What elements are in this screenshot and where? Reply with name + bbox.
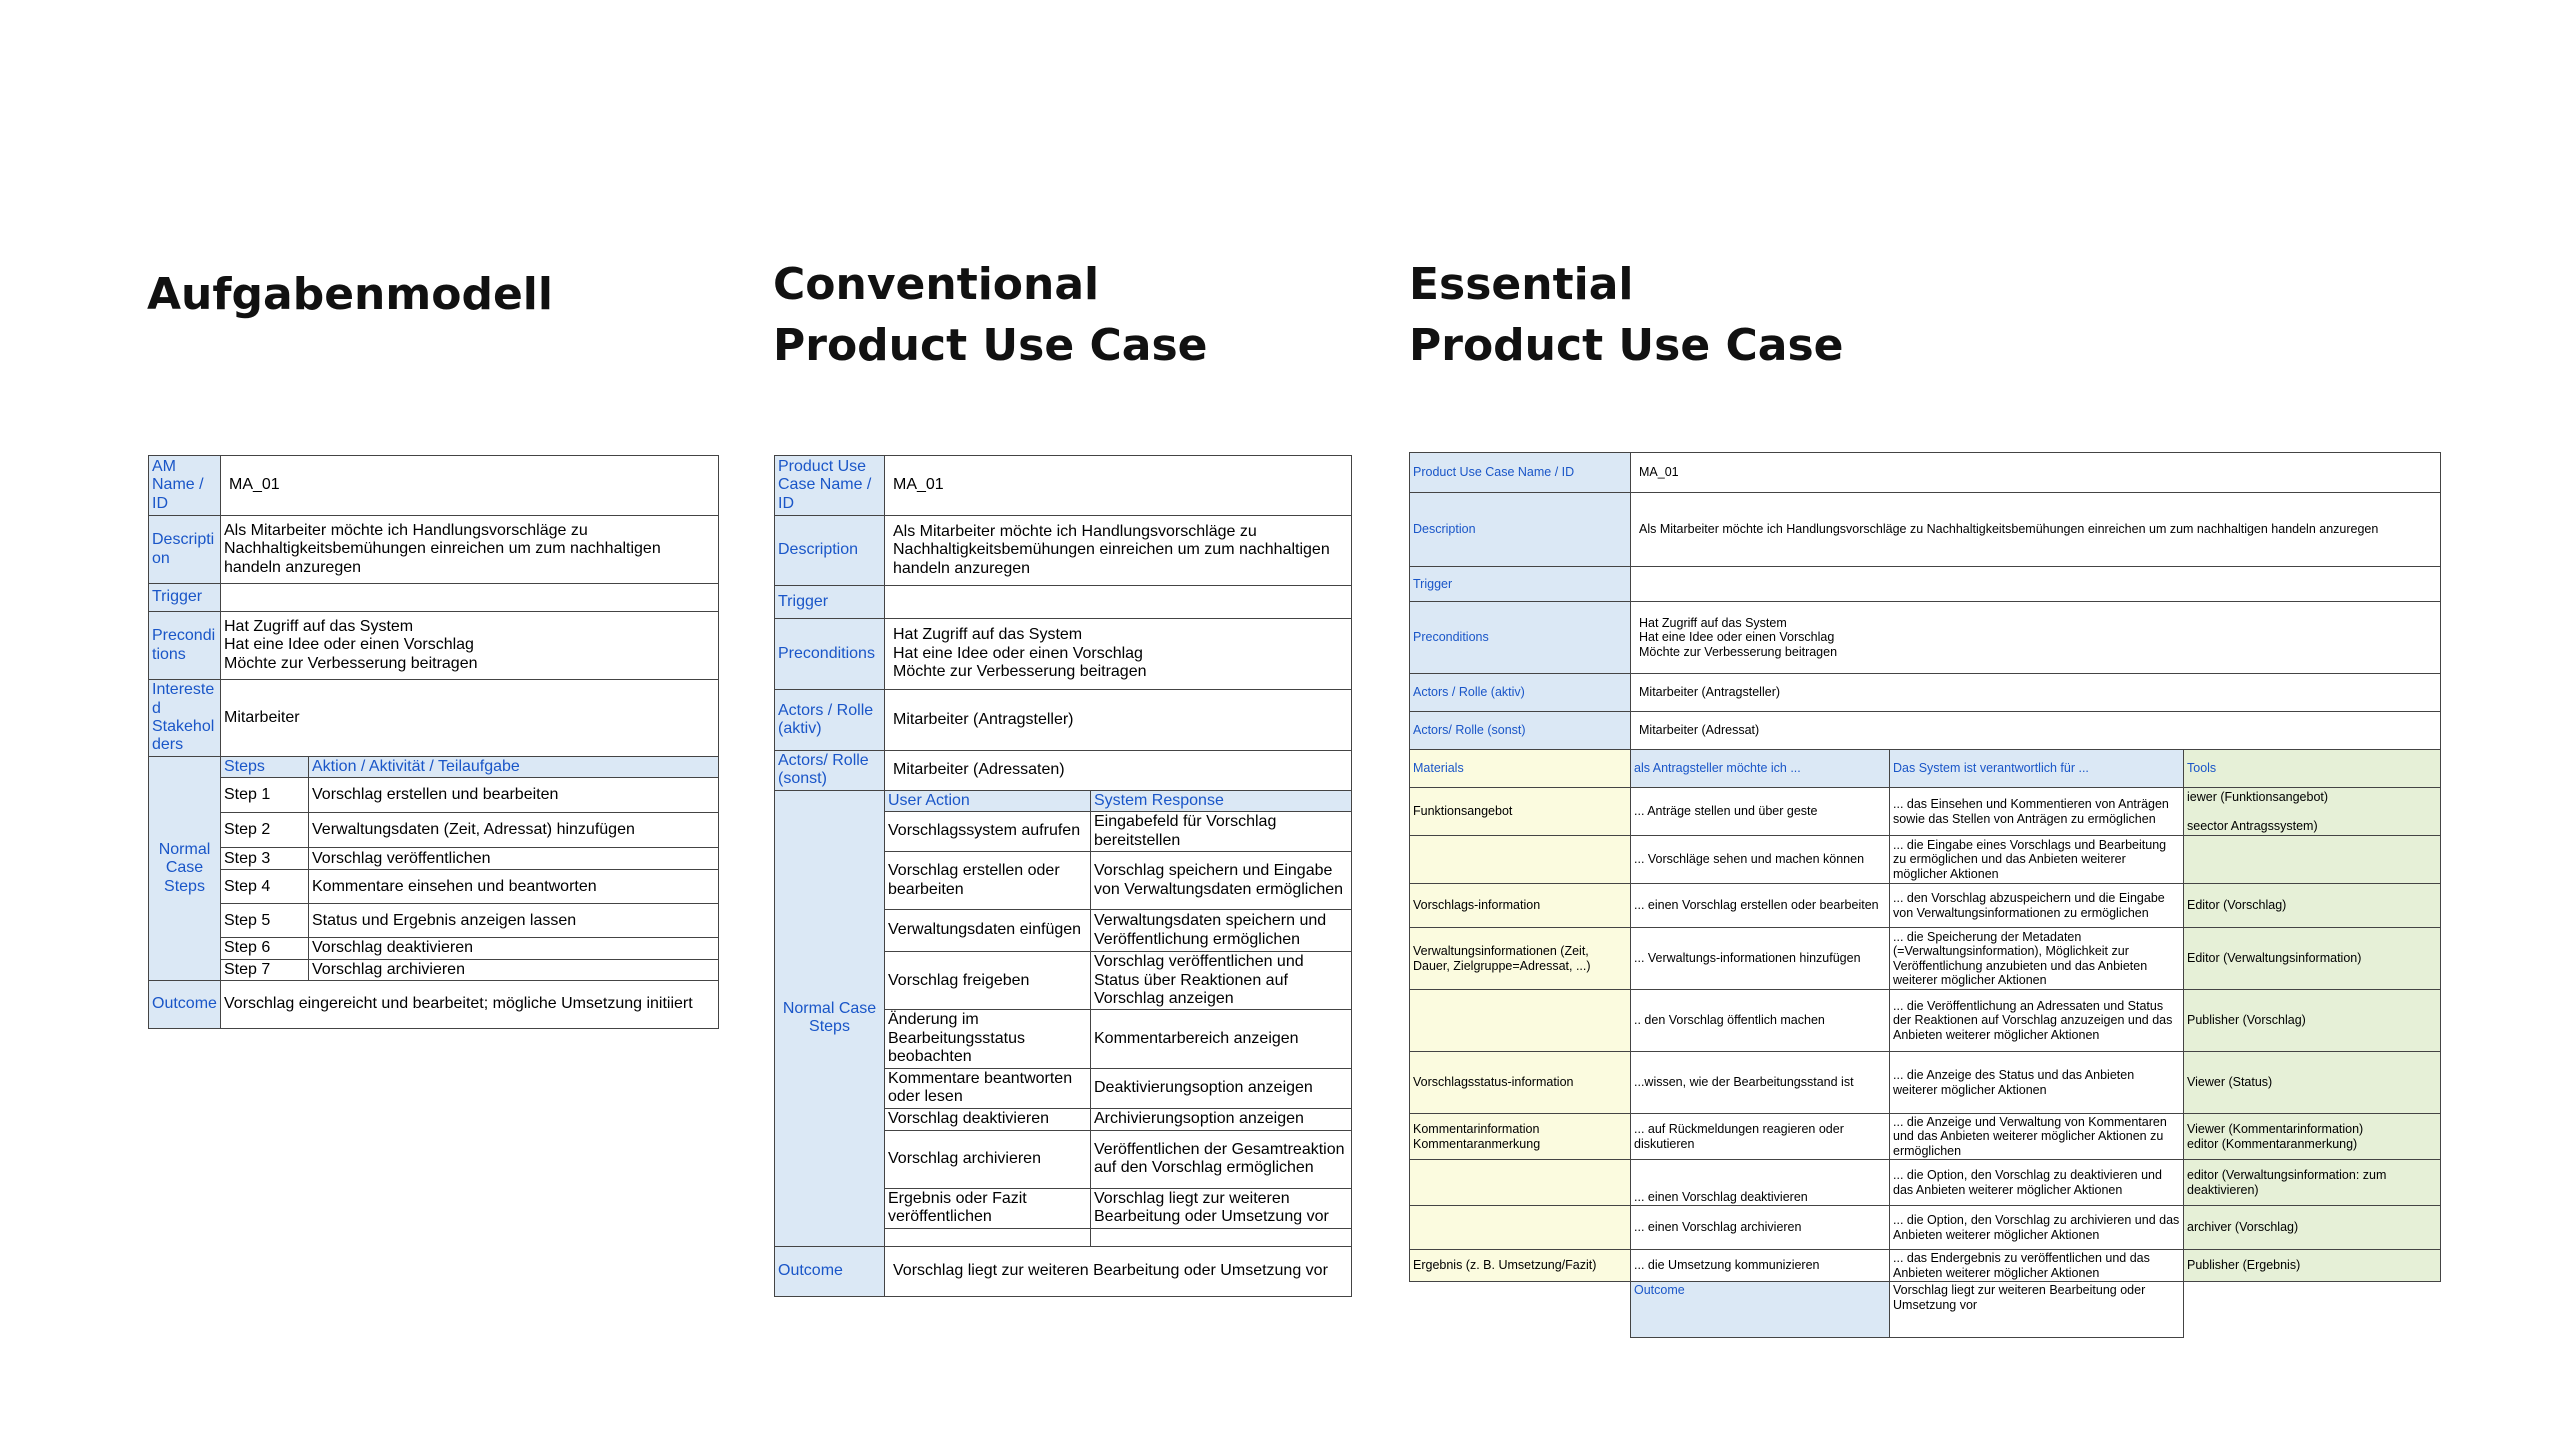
name-value: MA_01 [885, 456, 1352, 516]
steps-col-header: Steps [221, 757, 309, 778]
system-responsibility-cell: ... die Eingabe eines Vorschlags und Bearbeitung zu ermöglichen und das Anbieten weiterer möglicher Aktionen [1890, 836, 2184, 884]
material-cell [1410, 990, 1631, 1052]
actors-active-label: Actors / Rolle (aktiv) [1410, 674, 1631, 712]
heading-line: Product Use Case [773, 320, 1208, 371]
user-action: Vorschlag deaktivieren [885, 1108, 1091, 1130]
precondition-line: Hat eine Idee oder einen Vorschlag [893, 644, 1143, 662]
user-action: Kommentare beantworten oder lesen [885, 1068, 1091, 1108]
outcome-label: Outcome [1631, 1282, 1890, 1338]
preconditions-label: Preconditions [149, 612, 221, 680]
outcome-spacer [1410, 1282, 1631, 1338]
user-action: Ergebnis oder Fazit veröffentlichen [885, 1188, 1091, 1228]
preconditions-value [885, 619, 1352, 690]
heading-aufgabenmodell: Aufgabenmodell [147, 269, 553, 320]
user-intention-cell: ... einen Vorschlag deaktivieren [1631, 1160, 1890, 1206]
outcome-value: Vorschlag liegt zur weiteren Bearbeitung oder Umsetzung vor [1890, 1282, 2184, 1338]
user-intention-cell: ... die Umsetzung kommunizieren [1631, 1250, 1890, 1282]
step-number: Step 4 [221, 870, 309, 904]
system-response: Deaktivierungsoption anzeigen [1091, 1068, 1352, 1108]
system-response: Archivierungsoption anzeigen [1091, 1108, 1352, 1130]
system-responsibility-cell: ... die Speicherung der Metadaten (=Verwaltungsinformation), Möglichkeit zur Veröffentlichung anzubieten und das Anbieten weiterer möglicher Aktionen [1890, 928, 2184, 990]
heading-essential-product-use-case [1409, 254, 1844, 376]
precondition-line: Hat Zugriff auf das System [224, 617, 414, 635]
description-label: Description [149, 516, 221, 584]
precondition-line: Hat eine Idee oder einen Vorschlag [224, 636, 474, 654]
heading-line: Conventional [773, 259, 1100, 310]
outcome-label: Outcome [775, 1246, 885, 1296]
user-intention-cell: ... Anträge stellen und über geste [1631, 788, 1890, 836]
step-action: Kommentare einsehen und beantworten [309, 870, 719, 904]
heading-line: Essential [1409, 259, 1634, 310]
outcome-spacer [2184, 1282, 2441, 1338]
description-label: Description [1410, 493, 1631, 567]
material-cell: Verwaltungsinformationen (Zeit, Dauer, Zielgruppe=Adressat, ...) [1410, 928, 1631, 990]
material-cell [1410, 1206, 1631, 1250]
user-intention-cell: ...wissen, wie der Bearbeitungsstand ist [1631, 1052, 1890, 1114]
trigger-value [885, 586, 1352, 619]
material-cell: Ergebnis (z. B. Umsetzung/Fazit) [1410, 1250, 1631, 1282]
system-response: Vorschlag liegt zur weiteren Bearbeitung oder Umsetzung vor [1091, 1188, 1352, 1228]
step-number: Step 6 [221, 938, 309, 959]
system-responsibility-cell: ... die Anzeige des Status und das Anbieten weiterer möglicher Aktionen [1890, 1052, 2184, 1114]
user-action [885, 1228, 1091, 1246]
material-cell [1410, 836, 1631, 884]
description-value: Als Mitarbeiter möchte ich Handlungsvorschläge zu Nachhaltigkeitsbemühungen einreichen um zum nachhaltigen handeln anzuregen [885, 516, 1352, 586]
step-number: Step 1 [221, 778, 309, 813]
system-responsibility-cell: ... die Anzeige und Verwaltung von Kommentaren und das Anbieten weiterer möglicher Aktionen zu ermöglichen [1890, 1114, 2184, 1160]
description-value: Als Mitarbeiter möchte ich Handlungsvorschläge zu Nachhaltigkeitsbemühungen einreichen um zum nachhaltigen handeln anzuregen [221, 516, 719, 584]
materials-header: Materials [1410, 750, 1631, 788]
actors-passive-value: Mitarbeiter (Adressaten) [885, 751, 1352, 791]
user-intention-cell: ... Vorschläge sehen und machen können [1631, 836, 1890, 884]
system-responsibility-cell: ... den Vorschlag abzuspeichern und die Eingabe von Verwaltungsinformationen zu ermöglichen [1890, 884, 2184, 928]
user-intention-cell: ... Verwaltungs-informationen hinzufügen [1631, 928, 1890, 990]
step-number: Step 7 [221, 959, 309, 980]
actors-passive-label: Actors/ Rolle (sonst) [1410, 712, 1631, 750]
user-intention-header: als Antragsteller möchte ich ... [1631, 750, 1890, 788]
stakeholders-value: Mitarbeiter [221, 680, 719, 757]
actors-active-value: Mitarbeiter (Antragsteller) [885, 690, 1352, 751]
conventional-use-case-table [774, 455, 1352, 1297]
tool-cell: editor (Verwaltungsinformation: zum deaktivieren) [2184, 1160, 2441, 1206]
action-col-header: Aktion / Aktivität / Teilaufgabe [309, 757, 719, 778]
user-action: Vorschlag freigeben [885, 952, 1091, 1010]
tool-cell: Editor (Vorschlag) [2184, 884, 2441, 928]
material-cell: Vorschlagsstatus-information [1410, 1052, 1631, 1114]
actors-active-label: Actors / Rolle (aktiv) [775, 690, 885, 751]
user-action: Vorschlag archivieren [885, 1130, 1091, 1188]
user-intention-cell: ... auf Rückmeldungen reagieren oder diskutieren [1631, 1114, 1890, 1160]
precondition-line: Möchte zur Verbesserung beitragen [224, 654, 478, 672]
tool-cell: Viewer (Status) [2184, 1052, 2441, 1114]
material-cell [1410, 1160, 1631, 1206]
trigger-value [221, 584, 719, 612]
preconditions-label: Preconditions [1410, 602, 1631, 674]
system-responsibility-cell: ... die Veröffentlichung an Adressaten und Status der Reaktionen auf Vorschlag anzuzeigen und das Anbieten weiterer möglicher Aktionen [1890, 990, 2184, 1052]
system-response-header: System Response [1091, 790, 1352, 811]
trigger-label: Trigger [775, 586, 885, 619]
name-label: Product Use Case Name / ID [775, 456, 885, 516]
system-response [1091, 1228, 1352, 1246]
tool-cell [2184, 1114, 2441, 1160]
tool-cell: Publisher (Ergebnis) [2184, 1250, 2441, 1282]
actors-passive-value: Mitarbeiter (Adressat) [1631, 712, 2441, 750]
precondition-line: Möchte zur Verbesserung beitragen [1639, 644, 1838, 659]
step-action: Vorschlag deaktivieren [309, 938, 719, 959]
trigger-label: Trigger [149, 584, 221, 612]
tool-line [2187, 805, 2437, 819]
material-cell: Funktionsangebot [1410, 788, 1631, 836]
precondition-line: Hat eine Idee oder einen Vorschlag [1639, 630, 1835, 645]
tool-cell [2184, 836, 2441, 884]
system-response: Vorschlag speichern und Eingabe von Verwaltungsdaten ermöglichen [1091, 852, 1352, 910]
description-label: Description [775, 516, 885, 586]
system-responsibility-header: Das System ist verantwortlich für ... [1890, 750, 2184, 788]
user-action: Vorschlagssystem aufrufen [885, 812, 1091, 852]
trigger-label: Trigger [1410, 567, 1631, 602]
steps-label: Normal Case Steps [775, 790, 885, 1246]
outcome-label: Outcome [149, 981, 221, 1029]
system-response: Vorschlag veröffentlichen und Status über Reaktionen auf Vorschlag anzeigen [1091, 952, 1352, 1010]
tool-cell: archiver (Vorschlag) [2184, 1206, 2441, 1250]
outcome-value: Vorschlag eingereicht und bearbeitet; mögliche Umsetzung initiiert [221, 981, 719, 1029]
actors-passive-label: Actors/ Rolle (sonst) [775, 751, 885, 791]
user-intention-cell: .. den Vorschlag öffentlich machen [1631, 990, 1890, 1052]
precondition-line: Möchte zur Verbesserung beitragen [893, 663, 1147, 681]
system-responsibility-cell: ... die Option, den Vorschlag zu deaktivieren und das Anbieten weiterer möglicher Aktionen [1890, 1160, 2184, 1206]
step-number: Step 3 [221, 848, 309, 870]
user-action: Verwaltungsdaten einfügen [885, 910, 1091, 952]
stakeholders-label: Interested Stakeholders [149, 680, 221, 757]
name-label: Product Use Case Name / ID [1410, 453, 1631, 493]
tool-cell: Publisher (Vorschlag) [2184, 990, 2441, 1052]
user-intention-cell: ... einen Vorschlag archivieren [1631, 1206, 1890, 1250]
precondition-line: Hat Zugriff auf das System [893, 626, 1083, 644]
step-action: Vorschlag archivieren [309, 959, 719, 980]
outcome-value: Vorschlag liegt zur weiteren Bearbeitung oder Umsetzung vor [885, 1246, 1352, 1296]
am-name-label: AM Name / ID [149, 456, 221, 516]
step-action: Verwaltungsdaten (Zeit, Adressat) hinzufügen [309, 813, 719, 848]
user-action-header: User Action [885, 790, 1091, 811]
steps-label: Normal Case Steps [149, 757, 221, 981]
preconditions-label: Preconditions [775, 619, 885, 690]
actors-active-value: Mitarbeiter (Antragsteller) [1631, 674, 2441, 712]
system-responsibility-cell: ... die Option, den Vorschlag zu archivieren und das Anbieten weiterer möglicher Aktionen [1890, 1206, 2184, 1250]
system-response: Eingabefeld für Vorschlag bereitstellen [1091, 812, 1352, 852]
step-action: Vorschlag erstellen und bearbeiten [309, 778, 719, 813]
tool-line: iewer (Funktionsangebot) [2187, 790, 2329, 805]
step-action: Status und Ergebnis anzeigen lassen [309, 904, 719, 938]
system-response: Verwaltungsdaten speichern und Veröffentlichung ermöglichen [1091, 910, 1352, 952]
user-intention-cell: ... einen Vorschlag erstellen oder bearbeiten [1631, 884, 1890, 928]
tools-header: Tools [2184, 750, 2441, 788]
tool-cell [2184, 788, 2441, 836]
preconditions-value [221, 612, 719, 680]
heading-conventional-product-use-case [773, 254, 1208, 376]
user-action: Änderung im Bearbeitungsstatus beobachten [885, 1010, 1091, 1068]
description-value: Als Mitarbeiter möchte ich Handlungsvorschläge zu Nachhaltigkeitsbemühungen einreichen um zum nachhaltigen handeln anzuregen [1631, 493, 2441, 567]
heading-line: Product Use Case [1409, 320, 1844, 371]
system-response: Veröffentlichen der Gesamtreaktion auf den Vorschlag ermöglichen [1091, 1130, 1352, 1188]
tool-line: Viewer (Kommentarinformation) [2187, 1122, 2364, 1137]
preconditions-value [1631, 602, 2441, 674]
precondition-line: Hat Zugriff auf das System [1639, 615, 1787, 630]
system-responsibility-cell: ... das Einsehen und Kommentieren von Anträgen sowie das Stellen von Anträgen zu ermöglichen [1890, 788, 2184, 836]
am-name-value: MA_01 [221, 456, 719, 516]
user-action: Vorschlag erstellen oder bearbeiten [885, 852, 1091, 910]
system-response: Kommentarbereich anzeigen [1091, 1010, 1352, 1068]
tool-cell: Editor (Verwaltungsinformation) [2184, 928, 2441, 990]
tool-line: editor (Kommentaranmerkung) [2187, 1136, 2358, 1151]
material-cell: Kommentarinformation Kommentaranmerkung [1410, 1114, 1631, 1160]
trigger-value [1631, 567, 2441, 602]
step-number: Step 5 [221, 904, 309, 938]
step-number: Step 2 [221, 813, 309, 848]
material-cell: Vorschlags-information [1410, 884, 1631, 928]
essential-use-case-table [1409, 452, 2441, 1338]
aufgabenmodell-table [148, 455, 719, 1029]
step-action: Vorschlag veröffentlichen [309, 848, 719, 870]
system-responsibility-cell: ... das Endergebnis zu veröffentlichen und das Anbieten weiterer möglicher Aktionen [1890, 1250, 2184, 1282]
tool-line: seector Antragssystem) [2187, 818, 2318, 833]
name-value: MA_01 [1631, 453, 2441, 493]
